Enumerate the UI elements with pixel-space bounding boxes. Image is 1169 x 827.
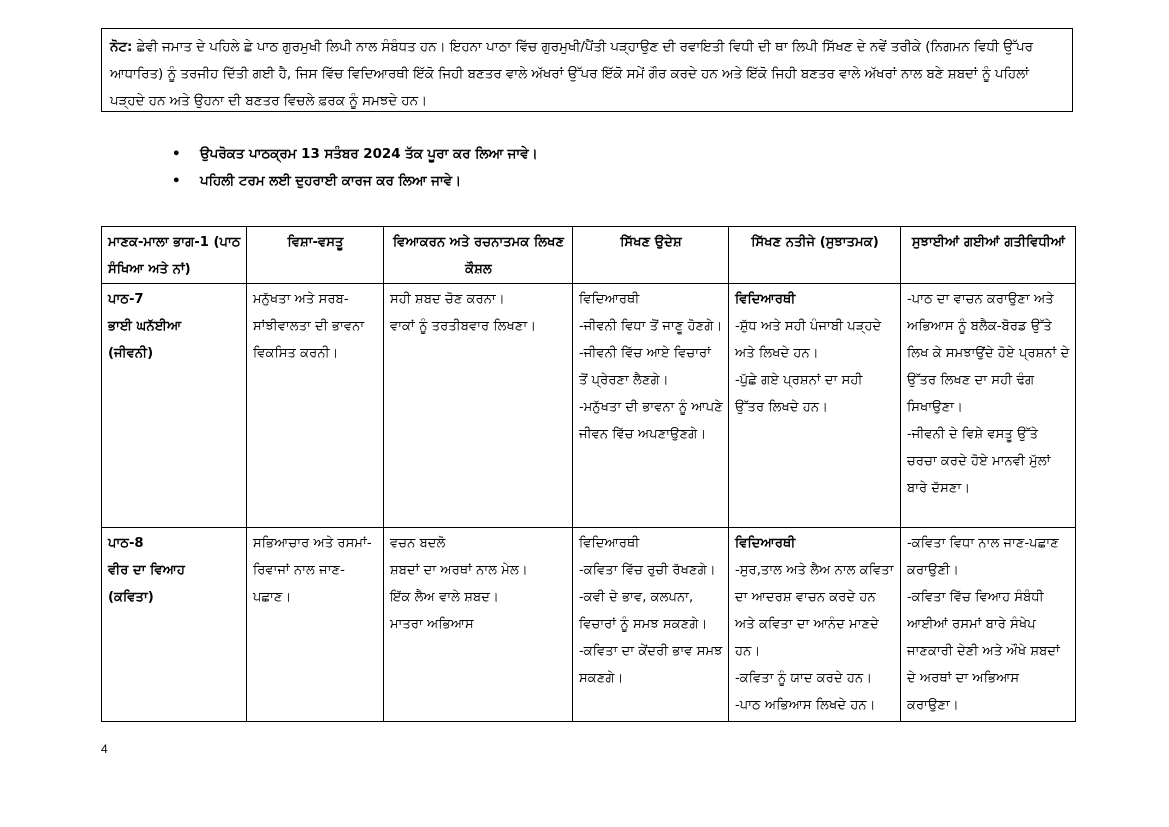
grammar-item: ਸਹੀ ਸ਼ਬਦ ਚੋਣ ਕਰਨਾ। <box>390 292 505 307</box>
activities-cell <box>901 284 1076 528</box>
objective-item: -ਜੀਵਨੀ ਵਿਧਾ ਤੋਂ ਜਾਣੂ ਹੋਣਗੇ। <box>579 319 723 334</box>
grammar-item: ਮਾਤਰਾ ਅਭਿਆਸ <box>390 617 474 632</box>
lesson-cell <box>102 284 247 528</box>
header-grammar: ਵਿਆਕਰਨ ਅਤੇ ਰਚਨਾਤਮਕ ਲਿਖਣ ਕੌਸ਼ਲ <box>384 227 573 284</box>
header-outcomes: ਸਿੱਖਣ ਨਤੀਜੇ (ਸੁਝਾਤਮਕ) <box>729 227 901 284</box>
activity-item: -ਜੀਵਨੀ ਦੇ ਵਿਸ਼ੇ ਵਸਤੂ ਉੱਤੇ ਚਰਚਾ ਕਰਦੇ ਹੋਏ ਮਾਨਵੀ ਮੁੱਲਾਂ ਬਾਰੇ ਦੱਸਣਾ। <box>907 427 1051 496</box>
lesson-title: ਭਾਈ ਘਨੱਈਆ <box>108 319 182 334</box>
grammar-item: ਇੱਕ ਲੈਅ ਵਾਲੇ ਸ਼ਬਦ। <box>390 590 499 605</box>
outcomes-cell <box>729 528 901 722</box>
grammar-cell <box>384 284 573 528</box>
objective-item: -ਕਵਿਤਾ ਦਾ ਕੇਂਦਰੀ ਭਾਵ ਸਮਝ ਸਕਣਗੇ। <box>579 644 723 686</box>
objective-item: -ਮਨੁੱਖਤਾ ਦੀ ਭਾਵਨਾ ਨੂੰ ਆਪਣੇ ਜੀਵਨ ਵਿੱਚ ਅਪਣਾਉਣਗੇ। <box>579 400 723 442</box>
content-cell: ਮਨੁੱਖਤਾ ਅਤੇ ਸਰਬ-ਸਾਂਝੀਵਾਲਤਾ ਦੀ ਭਾਵਨਾ ਵਿਕਸਿਤ ਕਰਨੀ। <box>247 284 384 528</box>
activity-item: -ਪਾਠ ਦਾ ਵਾਚਨ ਕਰਾਉਣਾ ਅਤੇ ਅਭਿਆਸ ਨੂੰ ਬਲੈਕ-ਬੋਰਡ ਉੱਤੇ ਲਿਖ ਕੇ ਸਮਝਾਉਂਦੇ ਹੋਏ ਪ੍ਰਸ਼ਨਾਂ ਦੇ ਉੱਤਰ ਲਿਖਣ ਦਾ ਸਹੀ ਢੰਗ ਸਿਖਾਉਣਾ। <box>907 292 1070 415</box>
lesson-genre: (ਜੀਵਨੀ) <box>108 346 154 361</box>
header-lesson: ਮਾਣਕ-ਮਾਲਾ ਭਾਗ-1 (ਪਾਠ ਸੰਖਿਆ ਅਤੇ ਨਾਂ) <box>102 227 247 284</box>
note-label: ਨੋਟ: <box>110 40 133 55</box>
lesson-cell <box>102 528 247 722</box>
objective-item: -ਕਵਿਤਾ ਵਿੱਚ ਰੁਚੀ ਰੱਖਣਗੇ। <box>579 563 716 578</box>
grammar-cell <box>384 528 573 722</box>
lesson-number: ਪਾਠ-8 <box>108 536 144 551</box>
objectives-cell <box>573 528 729 722</box>
outcomes-cell <box>729 284 901 528</box>
syllabus-table <box>101 226 1076 722</box>
outcome-item: -ਪਾਠ ਅਭਿਆਸ ਲਿਖਦੇ ਹਨ। <box>735 698 876 713</box>
instruction-list <box>172 141 538 195</box>
objectives-cell <box>573 284 729 528</box>
grammar-item: ਸ਼ਬਦਾਂ ਦਾ ਅਰਥਾਂ ਨਾਲ ਮੇਲ। <box>390 563 528 578</box>
outcomes-label: ਵਿਦਿਆਰਥੀ <box>735 536 796 551</box>
table-header-row <box>102 227 1076 284</box>
page-number: 4 <box>101 742 108 756</box>
objective-item: -ਕਵੀ ਦੇ ਭਾਵ, ਕਲਪਨਾ, ਵਿਚਾਰਾਂ ਨੂੰ ਸਮਝ ਸਕਣਗੇ। <box>579 590 708 632</box>
activity-item: -ਕਵਿਤਾ ਵਿੱਚ ਵਿਆਹ ਸੰਬੰਧੀ ਆਈਆਂ ਰਸਮਾਂ ਬਾਰੇ ਸੰਖੇਪ ਜਾਣਕਾਰੀ ਦੇਣੀ ਅਤੇ ਔਖੇ ਸ਼ਬਦਾਂ ਦੇ ਅਰਥਾਂ ਦਾ ਅਭਿਆਸ ਕਰਾਉਣਾ। <box>907 590 1060 713</box>
outcome-item: -ਪੁੱਛੇ ਗਏ ਪ੍ਰਸ਼ਨਾਂ ਦਾ ਸਹੀ ਉੱਤਰ ਲਿਖਦੇ ਹਨ। <box>735 373 863 415</box>
outcome-item: -ਸ਼ੁੱਧ ਅਤੇ ਸਹੀ ਪੰਜਾਬੀ ਪੜ੍ਹਦੇ ਅਤੇ ਲਿਖਦੇ ਹਨ। <box>735 319 882 361</box>
note-text: ਛੇਵੀ ਜਮਾਤ ਦੇ ਪਹਿਲੇ ਛੇ ਪਾਠ ਗੁਰਮੁਖੀ ਲਿਪੀ ਨਾਲ ਸੰਬੰਧਤ ਹਨ। ਇਹਨਾ ਪਾਠਾ ਵਿੱਚ ਗੁਰਮੁਖੀ/ਪੈਂਤੀ ਪੜ੍ਹਾਉਣ ਦੀ ਰਵਾਇਤੀ ਵਿਧੀ ਦੀ ਥਾ ਲਿਪੀ ਸਿੱਖਣ ਦੇ ਨਵੇਂ ਤਰੀਕੇ (ਨਿਗਮਨ ਵਿਧੀ ਉੱਪਰ ਆਧਾਰਿਤ) ਨੂੰ ਤਰਜੀਹ ਦਿੱਤੀ ਗਈ ਹੈ, ਜਿਸ ਵਿੱਚ ਵਿਦਿਆਰਥੀ ਇੱਕੋ ਜਿਹੀ ਬਣਤਰ ਵਾਲੇ ਅੱਖਰਾਂ ਉੱਪਰ ਇੱਕੋ ਸਮੇਂ ਗੌਰ ਕਰਦੇ ਹਨ ਅਤੇ ਇੱਕੋ ਜਿਹੀ ਬਣਤਰ ਵਾਲੇ ਅੱਖਰਾਂ ਨਾਲ ਬਣੇ ਸ਼ਬਦਾਂ ਨੂੰ ਪਹਿਲਾਂ ਪੜ੍ਹਦੇ ਹਨ ਅਤੇ ਉਹਨਾ ਦੀ ਬਣਤਰ ਵਿਚਲੇ ਫ਼ਰਕ ਨੂੰ ਸਮਝਦੇ ਹਨ। <box>110 40 1033 109</box>
header-content: ਵਿਸ਼ਾ-ਵਸਤੂ <box>247 227 384 284</box>
table-row <box>102 284 1076 528</box>
content-cell: ਸਭਿਆਚਾਰ ਅਤੇ ਰਸਮਾਂ-ਰਿਵਾਜਾਂ ਨਾਲ ਜਾਣ-ਪਛਾਣ। <box>247 528 384 722</box>
instruction-item: • ਪਹਿਲੀ ਟਰਮ ਲਈ ਦੁਹਰਾਈ ਕਾਰਜ ਕਰ ਲਿਆ ਜਾਵੇ। <box>172 168 538 195</box>
header-activities: ਸੁਝਾਈਆਂ ਗਈਆਂ ਗਤੀਵਿਧੀਆਂ <box>901 227 1076 284</box>
outcome-item: -ਸੁਰ,ਤਾਲ ਅਤੇ ਲੈਅ ਨਾਲ ਕਵਿਤਾ ਦਾ ਆਦਰਸ਼ ਵਾਚਨ ਕਰਦੇ ਹਨ ਅਤੇ ਕਵਿਤਾ ਦਾ ਆਨੰਦ ਮਾਣਦੇ ਹਨ। <box>735 563 894 659</box>
activities-cell <box>901 528 1076 722</box>
grammar-item: ਵਚਨ ਬਦਲੋ <box>390 536 446 551</box>
objective-item: ਵਿਦਿਆਰਥੀ <box>579 292 640 307</box>
outcome-item: -ਕਵਿਤਾ ਨੂੰ ਯਾਦ ਕਰਦੇ ਹਨ। <box>735 671 873 686</box>
objective-item: -ਜੀਵਨੀ ਵਿੱਚ ਆਏ ਵਿਚਾਰਾਂ ਤੋਂ ਪ੍ਰੇਰਣਾ ਲੈਣਗੇ। <box>579 346 711 388</box>
lesson-title: ਵੀਰ ਦਾ ਵਿਆਹ <box>108 563 186 578</box>
grammar-item: ਵਾਕਾਂ ਨੂੰ ਤਰਤੀਬਵਾਰ ਲਿਖਣਾ। <box>390 319 537 334</box>
outcomes-label: ਵਿਦਿਆਰਥੀ <box>735 292 796 307</box>
table-row <box>102 528 1076 722</box>
header-objectives: ਸਿੱਖਣ ਉਦੇਸ਼ <box>573 227 729 284</box>
lesson-number: ਪਾਠ-7 <box>108 292 144 307</box>
note-box <box>101 28 1073 112</box>
lesson-genre: (ਕਵਿਤਾ) <box>108 590 154 605</box>
objective-item: ਵਿਦਿਆਰਥੀ <box>579 536 640 551</box>
activity-item: -ਕਵਿਤਾ ਵਿਧਾ ਨਾਲ ਜਾਣ-ਪਛਾਣ ਕਰਾਉਣੀ। <box>907 536 1059 578</box>
instruction-item: • ਉਪਰੋਕਤ ਪਾਠਕ੍ਰਮ 13 ਸਤੰਬਰ 2024 ਤੱਕ ਪੂਰਾ ਕਰ ਲਿਆ ਜਾਵੇ। <box>172 141 538 168</box>
